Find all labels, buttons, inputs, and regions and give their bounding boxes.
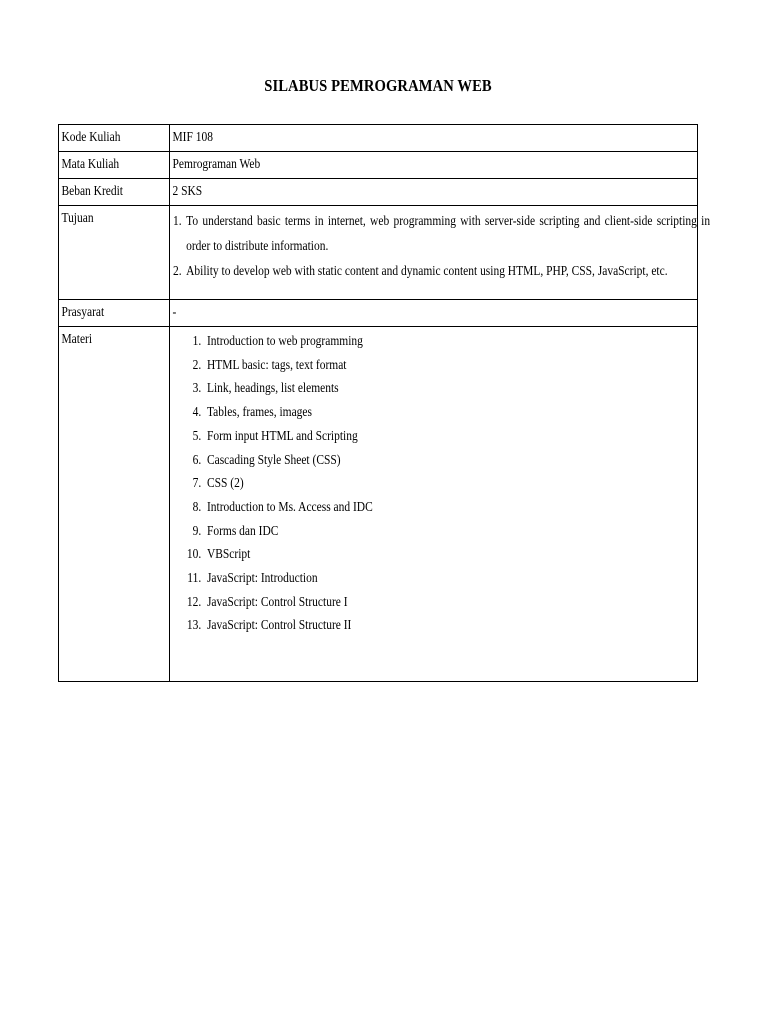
materi-number: 1. [192,334,202,349]
materi-number: 9. [192,523,202,539]
materi-item [184,614,605,638]
row-value: MIF 108 [172,130,213,145]
materi-item [184,520,605,544]
value-cell [170,327,698,682]
objective-number: 1. [173,214,182,229]
value-cell [170,125,698,152]
materi-number: 3. [192,381,202,397]
materi-number: 12. [186,594,202,610]
value-cell [170,206,711,300]
materi-item [184,567,605,591]
materi-text: HTML basic: tags, text format [206,357,347,373]
value-cell [170,300,698,327]
materi-text: JavaScript: Control Structure II [206,618,352,634]
row-kode-kuliah [59,125,698,152]
materi-text: JavaScript: Control Structure I [206,594,348,610]
materi-item [184,543,605,567]
materi-number: 8. [192,499,202,515]
materi-item [184,330,605,354]
materi-item [184,354,605,378]
materi-item [184,449,605,473]
materi-text: JavaScript: Introduction [206,571,318,587]
materi-text: VBScript [206,547,251,563]
materi-number: 6. [192,452,202,468]
row-prasyarat [59,300,698,327]
label-cell [59,125,170,152]
materi-text: Link, headings, list elements [206,381,339,397]
materi-text: Introduction to web programming [206,334,363,349]
objective-item [173,259,710,284]
materi-list [170,327,697,681]
row-label: Prasyarat [61,305,105,320]
objective-number: 2. [173,264,182,279]
objective-text: To understand basic terms in internet, web programming with server-side scripting and client-side scripting in order to distribute information. [186,214,711,254]
label-cell [59,300,170,327]
row-value: 2 SKS [172,184,203,199]
materi-text: Introduction to Ms. Access and IDC [206,499,373,515]
row-value: - [172,305,177,320]
materi-item [184,377,605,401]
materi-number: 5. [192,428,202,444]
row-label: Materi [61,332,93,347]
value-cell [170,152,698,179]
materi-text: Cascading Style Sheet (CSS) [206,452,341,468]
materi-number: 4. [192,405,202,421]
objective-item [173,209,710,259]
materi-item [184,425,605,449]
materi-number: 10. [186,547,202,563]
materi-item [184,591,605,615]
materi-number: 13. [186,618,202,634]
materi-text: CSS (2) [206,476,244,492]
materi-number: 11. [187,571,202,587]
label-cell [59,206,170,300]
document-title: SILABUS PEMROGRAMAN WEB [264,76,492,95]
syllabus-table [58,124,711,682]
materi-text: Form input HTML and Scripting [206,428,358,444]
objective-text: Ability to develop web with static content and dynamic content using HTML, PHP, CSS, JavaScript, etc. [186,264,668,279]
label-cell [59,179,170,206]
row-label: Kode Kuliah [61,130,121,145]
materi-item [184,472,605,496]
row-label: Beban Kredit [61,184,123,199]
value-cell [170,179,698,206]
materi-number: 7. [192,476,202,492]
row-tujuan [59,206,698,300]
row-beban-kredit [59,179,698,206]
materi-item [184,496,605,520]
row-mata-kuliah [59,152,698,179]
label-cell [59,327,170,682]
row-value: Pemrograman Web [172,157,261,172]
objective-list [170,206,711,279]
materi-item [184,401,605,425]
label-cell [59,152,170,179]
materi-number: 2. [192,357,202,373]
row-label: Mata Kuliah [61,157,120,172]
row-label: Tujuan [61,211,94,226]
materi-text: Tables, frames, images [206,405,312,421]
materi-text: Forms dan IDC [206,523,279,539]
row-materi [59,327,698,682]
